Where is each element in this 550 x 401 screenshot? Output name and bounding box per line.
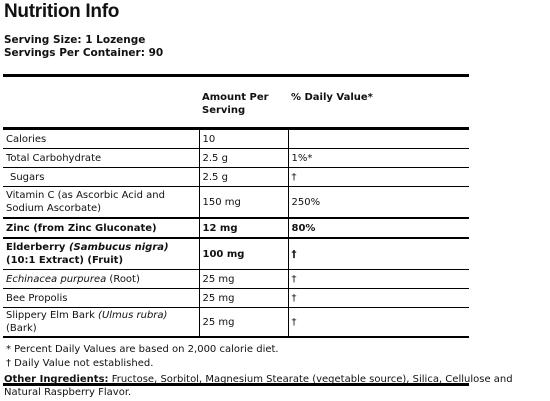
nutrient-amount: 25 mg (199, 270, 288, 289)
nutrient-amount: 2.5 g (199, 149, 288, 168)
footnote-not-established: † Daily Value not established. (6, 358, 154, 369)
nutrient-dv: † (288, 238, 469, 270)
nutrient-dv: † (288, 308, 469, 338)
table-row (3, 168, 469, 187)
nutrient-name: Echinacea purpurea (Root) (6, 273, 140, 285)
nutrient-amount: 2.5 g (199, 168, 288, 187)
table-row (3, 289, 469, 308)
nutrient-dv: 250% (288, 187, 469, 219)
servings-per-container: Servings Per Container: 90 (4, 47, 164, 59)
nutrient-name: Total Carbohydrate (6, 152, 102, 164)
nutrient-name: Bee Propolis (6, 292, 68, 304)
nutrient-name: Zinc (from Zinc Gluconate) (6, 222, 157, 234)
table-row (3, 270, 469, 289)
nutrient-dv: 80% (288, 218, 469, 238)
other-ingredients (4, 373, 549, 399)
header-daily-value: % Daily Value* (291, 92, 373, 103)
nutrient-name: Elderberry (Sambucus nigra) (10:1 Extract) (Fruit) (6, 242, 169, 266)
nutrient-name: Slippery Elm Bark (Ulmus rubra) (Bark) (6, 310, 168, 334)
nutrient-dv: † (288, 270, 469, 289)
header-nutrient (3, 76, 199, 129)
nutrient-dv: 1%* (288, 149, 469, 168)
table-row (3, 149, 469, 168)
nutrient-amount: 100 mg (199, 238, 288, 270)
footnote-daily-values: * Percent Daily Values are based on 2,000 calorie diet. (6, 344, 279, 355)
other-ingredients-text: Fructose, Sorbitol, Magnesium Stearate (vegetable source), Silica, Cellulose and Natural Raspberry Flavor. (4, 374, 513, 398)
table-row (3, 187, 469, 219)
table-row (3, 308, 469, 338)
table-row (3, 129, 469, 149)
page-title: Nutrition Info (4, 1, 120, 22)
nutrient-name: Calories (6, 133, 47, 145)
nutrition-facts-table (3, 74, 469, 386)
nutrient-amount: 25 mg (199, 289, 288, 308)
nutrient-amount: 150 mg (199, 187, 288, 219)
table-row (3, 238, 469, 270)
nutrient-dv (288, 129, 469, 149)
nutrient-amount: 25 mg (199, 308, 288, 338)
nutrient-name: Sugars (10, 171, 45, 183)
nutrient-dv: † (288, 168, 469, 187)
nutrient-dv: † (288, 289, 469, 308)
other-ingredients-label: Other Ingredients: (4, 374, 109, 385)
table-header-row (3, 76, 469, 129)
nutrient-amount: 12 mg (199, 218, 288, 238)
nutrient-name: Vitamin C (as Ascorbic Acid and Sodium Ascorbate) (6, 190, 165, 214)
table-row (3, 218, 469, 238)
serving-size: Serving Size: 1 Lozenge (4, 34, 146, 46)
nutrient-amount: 10 (199, 129, 288, 149)
header-amount-per-serving: Amount Per Serving (202, 92, 269, 116)
